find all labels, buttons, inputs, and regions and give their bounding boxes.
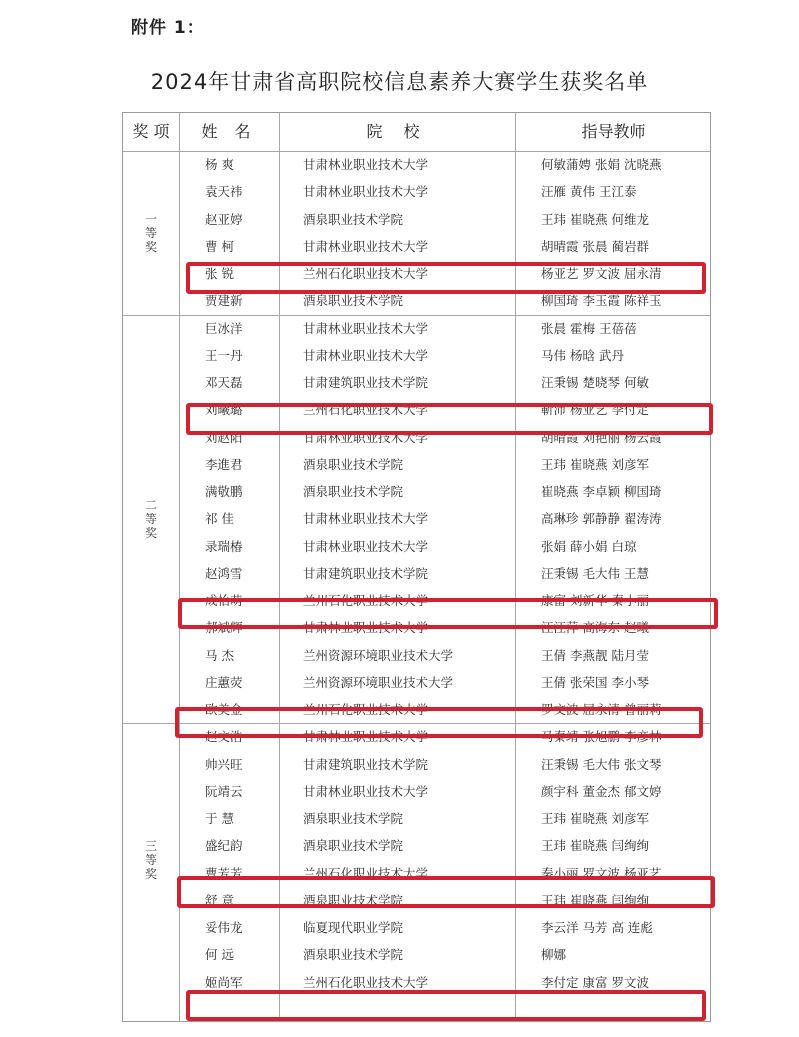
table-row <box>123 396 712 423</box>
teacher-names: 颜宇科 董金杰 郁文婷 <box>541 783 662 799</box>
award-level-label <box>123 723 179 996</box>
student-name: 巨冰洋 <box>205 320 243 336</box>
student-name: 曹 柯 <box>205 238 234 254</box>
school-name: 甘肃建筑职业技术学院 <box>303 375 429 390</box>
school-name: 兰州资源环境职业技术大学 <box>303 647 454 663</box>
student-name: 妥伟龙 <box>205 920 243 935</box>
student-name: 赵文浩 <box>205 729 243 745</box>
student-name: 舒 意 <box>205 892 234 908</box>
teacher-names: 汪秉锡 毛大伟 张文琴 <box>541 756 662 772</box>
teacher-names: 汪雁 黄伟 王江泰 <box>541 184 637 200</box>
school-name: 兰州石化职业技术大学 <box>303 702 429 717</box>
student-name: 赵鸿雪 <box>205 565 243 581</box>
school-name: 酒泉职业技术学院 <box>303 456 404 472</box>
teacher-names: 胡晴霞 张晨 蔺岩群 <box>541 238 649 254</box>
header-school: 院 校 <box>366 122 428 141</box>
table-row <box>123 260 712 287</box>
table-row <box>123 751 712 778</box>
student-name: 李進君 <box>205 456 243 472</box>
teacher-names: 崔晓燕 李卓颖 柳国琦 <box>541 484 662 499</box>
student-name: 庄蕙荧 <box>205 674 243 690</box>
school-name: 酒泉职业技术学院 <box>303 947 404 963</box>
student-name: 马 杰 <box>205 647 234 663</box>
document-title: 2024年甘肃省高职院校信息素养大赛学生获奖名单 <box>150 70 649 94</box>
teacher-names: 马伟 杨晗 武丹 <box>541 347 624 363</box>
student-name: 满敬鹏 <box>205 484 243 499</box>
student-name: 赵亚婷 <box>205 211 243 227</box>
table-row <box>123 696 712 723</box>
award-level-label <box>123 315 179 724</box>
school-name: 酒泉职业技术学院 <box>303 811 404 826</box>
student-name: 录瑞椿 <box>205 538 243 554</box>
teacher-names: 王倩 李燕靓 陆月莹 <box>541 647 649 663</box>
teacher-names: 汪秉锡 楚晓琴 何敏 <box>541 375 649 390</box>
teacher-names: 高琳珍 郭静静 翟涛涛 <box>541 511 662 527</box>
school-name: 兰州石化职业技术大学 <box>303 402 429 418</box>
table-row <box>123 832 712 859</box>
school-name: 甘肃林业职业技术大学 <box>303 511 429 527</box>
student-name: 王一丹 <box>205 347 243 363</box>
table-row <box>123 560 712 587</box>
table-row <box>123 533 712 560</box>
school-name: 甘肃林业职业技术大学 <box>303 620 429 636</box>
school-name: 酒泉职业技术学院 <box>303 838 404 854</box>
school-name: 甘肃林业职业技术大学 <box>303 320 429 336</box>
teacher-names: 罗文波 屈永清 曾丽莉 <box>541 702 662 717</box>
award-level-text: 二等奖 <box>144 497 157 540</box>
table-row <box>123 941 712 968</box>
student-name: 张 锐 <box>205 266 234 281</box>
school-name: 酒泉职业技术学院 <box>303 211 404 227</box>
school-name: 甘肃建筑职业技术学院 <box>303 756 429 772</box>
table-row <box>123 287 712 314</box>
teacher-names: 胡晴霞 刘艳丽 杨云霞 <box>541 429 662 445</box>
award-level-label <box>123 151 179 315</box>
attachment-label: 附件 1： <box>131 18 205 38</box>
teacher-names: 王玮 崔晓燕 闫绚绚 <box>541 892 649 908</box>
school-name: 兰州石化职业技术大学 <box>303 266 429 281</box>
table-row <box>123 614 712 641</box>
school-name: 甘肃林业职业技术大学 <box>303 347 429 363</box>
teacher-names: 王玮 崔晓燕 刘彦军 <box>541 811 649 826</box>
student-name: 帅兴旺 <box>205 756 243 772</box>
award-table <box>122 112 711 1022</box>
teacher-names: 何敏蒲娉 张娟 沈晓燕 <box>541 157 662 172</box>
school-name: 甘肃林业职业技术大学 <box>303 538 429 554</box>
school-name: 兰州石化职业技术大学 <box>303 593 429 608</box>
table-row <box>123 505 712 532</box>
student-name: 杨 爽 <box>205 157 234 172</box>
student-name: 于 慧 <box>205 811 234 826</box>
student-name: 阮靖云 <box>205 783 243 799</box>
school-name: 甘肃林业职业技术大学 <box>303 429 429 445</box>
school-name: 酒泉职业技术学院 <box>303 892 404 908</box>
student-name: 刘曦璐 <box>205 402 243 418</box>
header-name: 姓 名 <box>201 122 257 141</box>
student-name: 贾建新 <box>205 293 243 309</box>
school-name: 酒泉职业技术学院 <box>303 484 404 499</box>
student-name: 盛纪韵 <box>205 838 243 854</box>
teacher-names: 张娟 薛小娟 白琼 <box>541 538 637 554</box>
student-name: 欧美金 <box>205 702 243 717</box>
table-row <box>123 642 712 669</box>
school-name: 临夏现代职业学院 <box>303 920 404 935</box>
teacher-names: 李付定 康富 罗文波 <box>541 974 649 990</box>
table-row <box>123 315 712 342</box>
school-name: 甘肃建筑职业技术学院 <box>303 565 429 581</box>
school-name: 兰州资源环境职业技术大学 <box>303 674 454 690</box>
teacher-names: 王倩 张荣国 李小琴 <box>541 674 649 690</box>
table-row <box>123 969 712 996</box>
student-name: 成怡萌 <box>205 593 243 608</box>
student-name: 刘赵阳 <box>205 429 243 445</box>
school-name: 甘肃林业职业技术大学 <box>303 157 429 172</box>
table-row <box>123 424 712 451</box>
school-name: 甘肃林业职业技术大学 <box>303 729 429 745</box>
teacher-names: 王玮 崔晓燕 闫绚绚 <box>541 838 649 854</box>
teacher-names: 王玮 崔晓燕 刘彦军 <box>541 456 649 472</box>
teacher-names: 张晨 霍梅 王蓓蓓 <box>541 320 637 336</box>
student-name: 曹芳芳 <box>205 865 243 881</box>
teacher-names: 杨亚艺 罗文波 屈永清 <box>541 266 662 281</box>
teacher-names: 王玮 崔晓燕 何维龙 <box>541 211 649 227</box>
school-name: 甘肃林业职业技术大学 <box>303 184 429 200</box>
table-row <box>123 669 712 696</box>
table-row <box>123 914 712 941</box>
table-row <box>123 342 712 369</box>
table-row <box>123 151 712 178</box>
school-name: 兰州石化职业技术大学 <box>303 865 429 881</box>
teacher-names: 柳娜 <box>541 947 567 963</box>
teacher-names: 李云洋 马芳 高 连彪 <box>541 920 653 935</box>
student-name: 何 远 <box>205 947 234 963</box>
table-row <box>123 860 712 887</box>
teacher-names: 汪秉锡 毛大伟 王慧 <box>541 565 649 581</box>
student-name: 姬尚军 <box>205 974 243 990</box>
header-teacher: 指导教师 <box>581 122 646 141</box>
school-name: 甘肃林业职业技术大学 <box>303 238 429 254</box>
student-name: 袁天祎 <box>205 184 243 200</box>
teacher-names: 汪江萍 高海东 赵曦 <box>541 620 649 636</box>
student-name: 邓天磊 <box>205 375 243 390</box>
table-row <box>123 723 712 750</box>
teacher-names: 柳国琦 李玉霞 陈祥玉 <box>541 293 662 309</box>
table-row <box>123 233 712 260</box>
table-row <box>123 451 712 478</box>
teacher-names: 靳沛 杨亚艺 李付定 <box>541 402 649 418</box>
table-row <box>123 778 712 805</box>
student-name: 郝斌辉 <box>205 620 243 636</box>
school-name: 酒泉职业技术学院 <box>303 293 404 309</box>
table-row <box>123 805 712 832</box>
teacher-names: 秦小丽 罗文波 杨亚艺 <box>541 865 662 881</box>
school-name: 甘肃林业职业技术大学 <box>303 783 429 799</box>
table-row <box>123 587 712 614</box>
table-row <box>123 369 712 396</box>
student-name: 祁 佳 <box>205 511 234 527</box>
header-award: 奖 项 <box>132 122 170 141</box>
award-level-text: 三等奖 <box>144 838 157 881</box>
table-row <box>123 178 712 205</box>
table-row <box>123 206 712 233</box>
teacher-names: 康富 刘新华 秦小丽 <box>541 593 649 608</box>
teacher-names: 马秦靖 张旭鹏 李彦林 <box>541 729 662 745</box>
award-level-text: 一等奖 <box>144 211 157 254</box>
table-row <box>123 887 712 914</box>
school-name: 兰州石化职业技术大学 <box>303 974 429 990</box>
table-row <box>123 478 712 505</box>
